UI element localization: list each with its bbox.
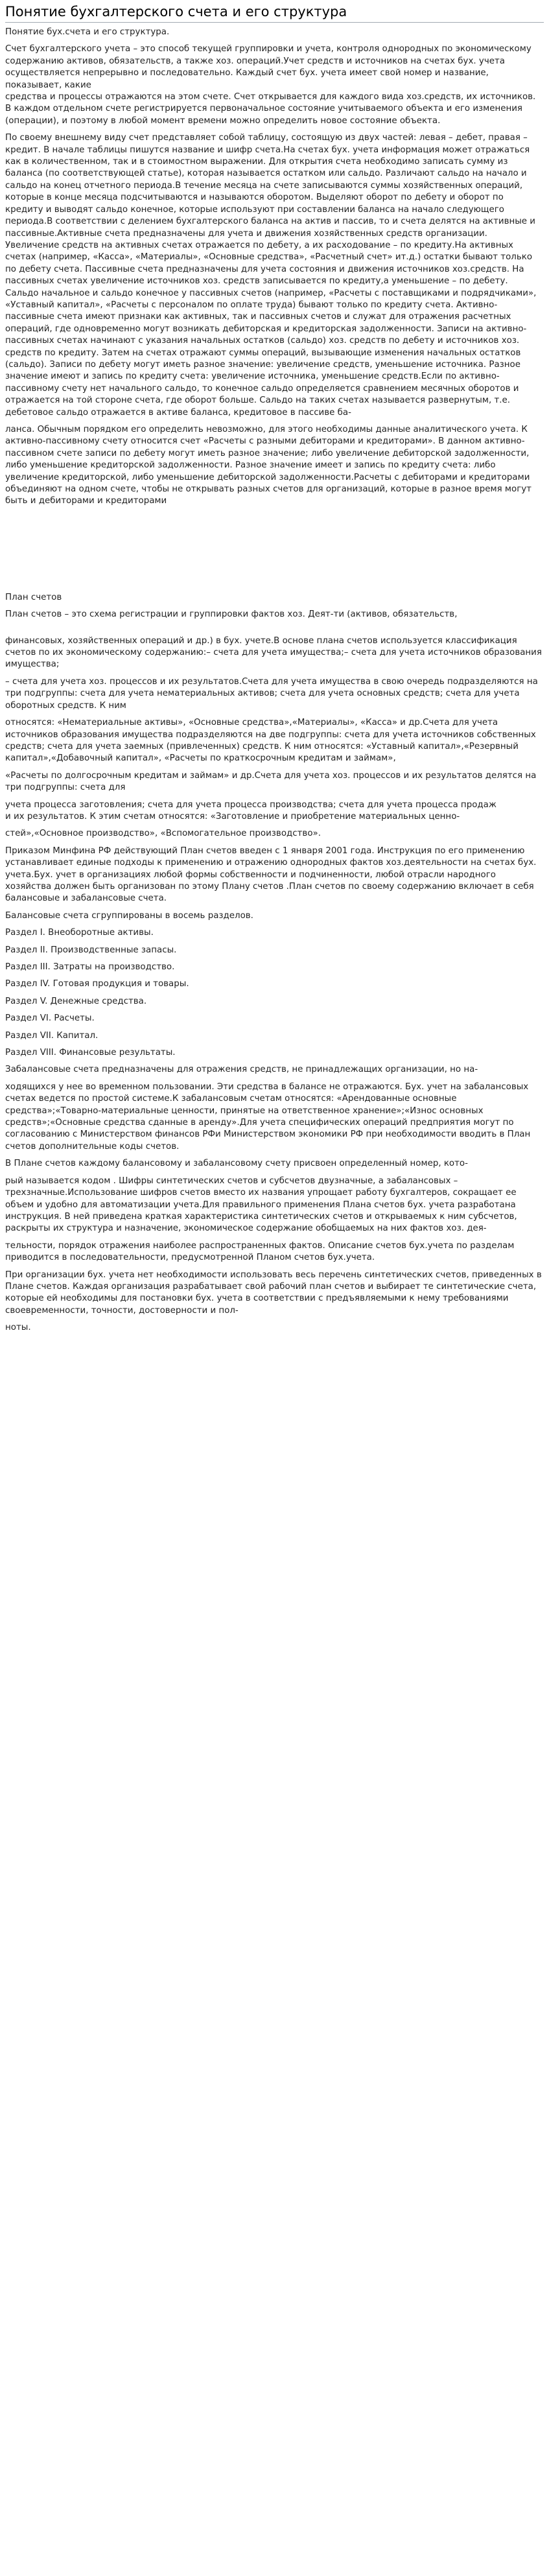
paragraph: ноты. [5,1323,31,1333]
blank-gap [5,513,544,592]
paragraph: рый называется кодом . Шифры синтетических счетов и субсчетов двузначные, а забалансовых – трехзначные.Использование шифров счетов вместо их названия упрощает работу бухгалтеров, сокращает ее объем и удобно для автоматизации учета.Для правильного применения Плана счетов бух. учета разработана инструкция. В ней приведена краткая характеристика синтетических счетов и открываемых к ним субсчетов, раскрыты их структура и назначение, экономическое содержание обобщаемых на них фактов хоз. дея- [5,1176,517,1234]
section-list-item: Раздел II. Производственные запасы. [5,945,177,955]
paragraph: «Расчеты по долгосрочным кредитам и займам» и др.Счета для учета хоз. процессов и их результатов делятся на три подгруппы: счета для [5,770,537,793]
paragraph: стей»,«Основное производство», «Вспомогательное производство». [5,829,321,839]
section-list-item: Раздел VII. Капитал. [5,1030,99,1041]
paragraph: и их результатов. К этим счетам относятся: «Заготовление и приобретение материальных ценно- [5,811,460,821]
paragraph: Забалансовые счета предназначены для отражения средств, не принадлежащих организации, но на- [5,1065,478,1075]
section-list-item: Раздел VIII. Финансовые результаты. [5,1048,176,1058]
subtitle-paragraph: Понятие бух.счета и его структура. [5,27,170,37]
paragraph: ходящихся у нее во временном пользовании. Эти средства в балансе не отражаются. Бух. учет на забалансовых счетах ведется по простой системе.К забалансовым счетам относятся: «Арендованные основные средства»;«Товарно-материальные ценности, принятые на ответственное хранение»;«Износ основных средств»;«Основные средства сданные в аренду».Для учета специфических операций предприятия могут по согласованию с Министерством финансов РФи Министерством экономики РФ при необходимости вводить в План счетов дополнительные коды счетов. [5,1081,531,1152]
paragraph: финансовых, хозяйственных операций и др.) в бух. учете.В основе плана счетов используется классификация счетов по их экономическому содержанию:– счета для учета имущества;– счета для учета источников образования имущества; [5,635,542,670]
section-list-item: Раздел VI. Расчеты. [5,1013,95,1024]
section-list-item: Раздел III. Затраты на производство. [5,962,175,972]
paragraph: План счетов – это схема регистрации и группировки фактов хоз. Деят-ти (активов, обязательств, [5,609,458,620]
paragraph: средства и процессы отражаются на этом счете. Счет открывается для каждого вида хоз.средств, их источников. В каждом отдельном счете регистрируется первоначальное состояние учитываемого объекта и его изменения (операции), и поэтому в любой момент времени можно определить новое состояние объекта. [5,92,536,126]
paragraph: – счета для учета хоз. процессов и их результатов.Счета для учета имущества в свою очередь подразделяются на три подгруппы: счета для учета нематериальных активов; счета для учета основных средств; счета для учета оборотных средств. К ним [5,676,538,711]
section-list-item: Раздел I. Внеоборотные активы. [5,928,154,938]
paragraph: При организации бух. учета нет необходимости использовать весь перечень синтетических счетов, приведенных в Плане счетов. Каждая организация разрабатывает свой рабочий план счетов и выбирает те синтетические счета, которые ей необходимы для постановки бух. учета в соответствии с предъявляемыми к нему требованиями своевременности, точности, достоверности и пол- [5,1270,542,1316]
section-heading: План счетов [5,592,62,602]
paragraph: тельности, порядок отражения наиболее распространенных фактов. Описание счетов бух.учета по разделам приводится в последовательности, предусмотренной Планом счетов бух.учета. [5,1240,515,1263]
section-list-item: Раздел V. Денежные средства. [5,996,147,1006]
paragraph: Приказом Минфина РФ действующий План счетов введен с 1 января 2001 года. Инструкция по его применению устанавливает единые подходы к применению и отражению однородных фактов хоз.деятельности на счетах бух. учета.Бух. учет в организациях любой формы собственности и подчиненности, любой отрасли народного хозяйства должен быть организован по этому Плану счетов .План счетов по своему содержанию включает в себя балансовые и забалансовые счета. [5,845,537,904]
paragraph: ланса. Обычным порядком его определить невозможно, для этого необходимы данные аналитического учета. К активно-пассивному счету относится счет «Расчеты с разными дебиторами и кредиторами». В данном активно-пассивном счете записи по дебету могут иметь разное значение; либо увеличение дебиторской задолженности, либо уменьшение кредиторской задолженности. Разное значение имеет и запись по кредиту счета: либо увеличение кредиторской, либо уменьшение дебиторской задолженности.Расчеты с дебиторами и кредиторами объединяют на одном счете, чтобы не открывать разных счетов для организаций, которые в разное время могут быть и дебиторами и кредиторами [5,425,531,506]
section-list-item: Раздел IV. Готовая продукция и товары. [5,979,189,989]
paragraph: Балансовые счета сгруппированы в восемь разделов. [5,910,253,921]
paragraph: В Плане счетов каждому балансовому и забалансовому счету присвоен определенный номер, кото- [5,1159,468,1169]
page-title: Понятие бухгалтерского счета и его структура [5,3,544,23]
paragraph: По своему внешнему виду счет представляет собой таблицу, состоящую из двух частей: левая – дебет, правая – кредит. В начале таблицы пишутся название и шифр счета.На счетах бух. учета информация может отражаться как в количественном, так и в стоимостном выражении. Для открытия счета необходимо записать сумму из баланса (по соответствующей статье), которая называется остатком или сальдо. Различают сальдо на начало и сальдо на конец отчетного периода.В течение месяца на счете записываются суммы хозяйственных операций, которые в конце месяца подсчитываются и называются оборотом. Выделяют оборот по дебету и оборот по кредиту и выводят сальдо конечное, которые используют при составлении баланса на начало следующего периода.В соответствии с делением бухгалтерского баланса на актив и пассив, то и счета делятся на активные и пассивные.Активные счета предназначены для учета и движения хозяйственных средств организации. Увеличение средств на активных счетах отражается по дебету, а их расходование – по кредиту.На активных счетах (например, «Касса», «Материалы», «Основные средства», «Расчетный счет» ит.д.) остатки бывают только по дебету счета. Пассивные счета предназначены для учета состояния и движения источников хоз.средств. На пассивных счетах увеличение источников хоз. средств записывается по кредиту,а уменьшение – по дебету. Сальдо начальное и сальдо конечное у пассивных счетов (например, «Расчеты с поставщиками и подрядчиками», «Уставный капитал», «Расчеты с персоналом по оплате труда) бывают только по кредиту счета. Активно-пассивные счета имеют признаки как активных, так и пассивных счетов и служат для отражения расчетных операций, где одновременно могут возникать дебиторская и кредиторская задолженности. Записи на активно-пассивных счетах начинают с указания начальных остатков (сальдо) хоз. средств по дебету и источников хоз. средств по кредиту. Затем на счетах отражают суммы операций, вызывающие изменения начальных остатков (сальдо). Записи по дебету могут иметь разное значение: увеличение средств, уменьшение источника. Разное значение имеют и запись по кредиту счета: увеличение источника, уменьшение средств.Если по активно-пассивному счету нет начального сальдо, то конечное сальдо определяется сравнением месячных оборотов и отражается на той стороне счета, где оборот больше. Сальдо на таких счетах называется развернутым, т.е. дебетовое сальдо отражается в активе баланса, кредитовое в пассиве ба- [5,133,537,418]
paragraph: Счет бухгалтерского учета – это способ текущей группировки и учета, контроля однородных по экономическому содержанию активов, обязательств, а также хоз. операций.Учет средств и источников на счетах бух. учета осуществляется непрерывно и последовательно. Каждый счет бух. учета имеет свой номер и название, показывает, какие [5,44,531,90]
paragraph: учета процесса заготовления; счета для учета процесса производства; счета для учета процесса продаж [5,799,496,810]
paragraph: относятся: «Нематериальные активы», «Основные средства»,«Материалы», «Касса» и др.Счета для учета источников образования имущества подразделяются на две подгруппы: счета для учета источников собственных средств; счета для учета заемных (привлеченных) средств. К ним относятся: «Уставный капитал»,«Резервный капитал»,«Добавочный капитал», «Расчеты по краткосрочным кредитам и займам», [5,718,536,764]
